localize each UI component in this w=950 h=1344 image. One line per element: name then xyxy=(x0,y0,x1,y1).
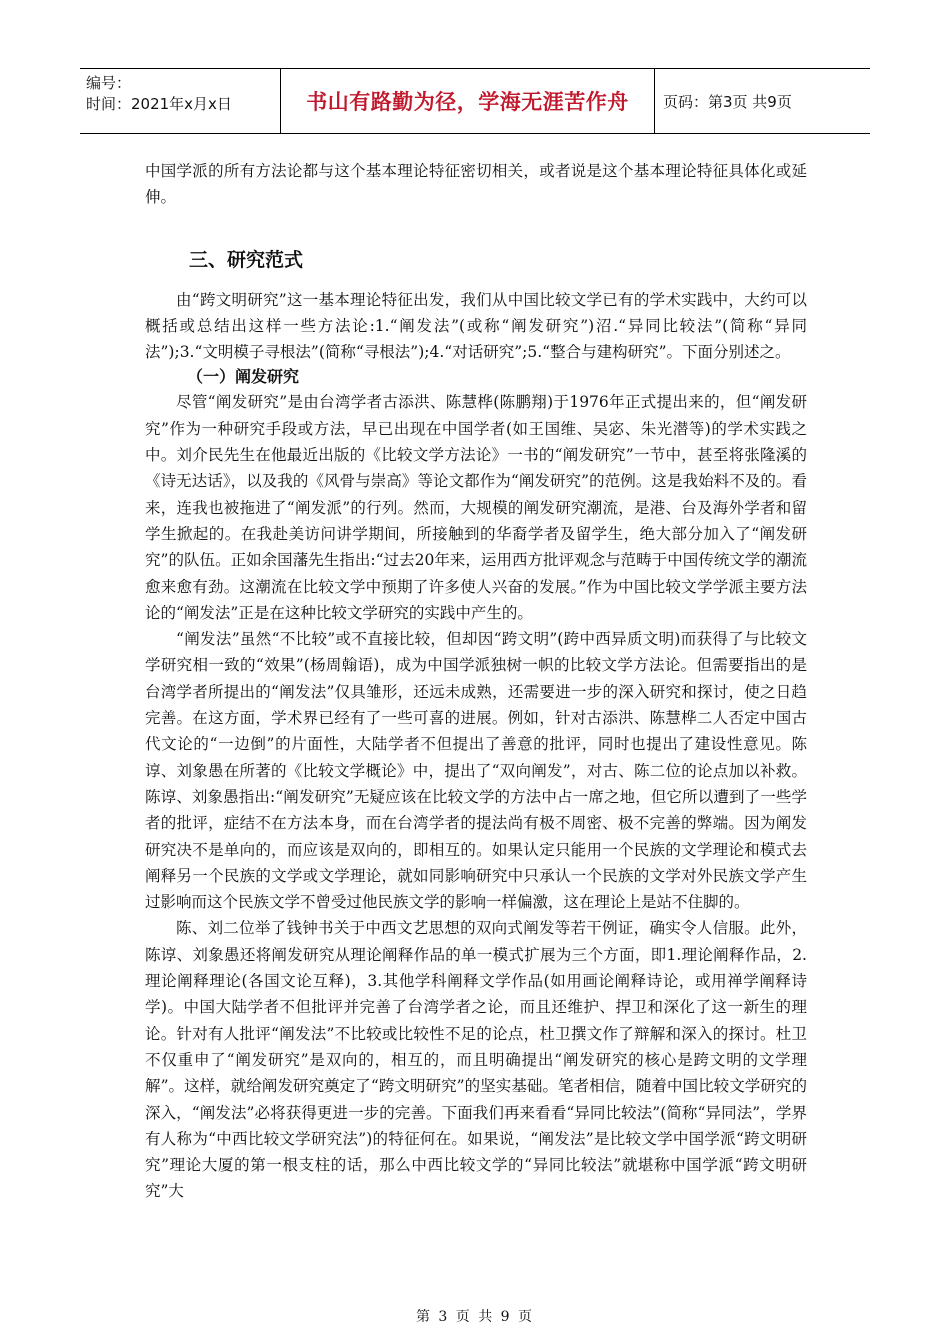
document-number-label: 编号： xyxy=(86,74,132,92)
header-meta xyxy=(80,69,281,133)
body-paragraph: 尽管“阐发研究”是由台湾学者古添洪、陈慧桦(陈鹏翔)于1976年正式提出来的，但“阐发研究”作为一种研究手段或方法，早已出现在中国学者(如王国维、吴宓、朱光潜等)的学术实践之中。刘介民先生在他最近出版的《比较文学方法论》一书的“阐发研究”一节中，甚至将张隆溪的《诗无达话》，以及我的《风骨与崇高》等论文都作为“阐发研究”的范例。这是我始料不及的。看来，连我也被拖进了“阐发派”的行列。然而，大规模的阐发研究潮流，是港、台及海外学者和留学生掀起的。在我赴美访问讲学期间，所接触到的华裔学者及留学生，绝大部分加入了“阐发研究”的队伍。正如余国藩先生指出:“过去20年来，运用西方批评观念与范畴于中国传统文学的潮流愈来愈有劲。这潮流在比较文学中预期了许多使人兴奋的发展。”作为中国比较文学学派主要方法论的“阐发法”正是在这种比较文学研究的实践中产生的。 xyxy=(145,393,807,622)
section-intro-paragraph: 由“跨文明研究”这一基本理论特征出发，我们从中国比较文学已有的学术实践中，大约可以概括或总结出这样一些方法论:1.“阐发法”(或称“阐发研究”)沼.“异同比较法”(简称“异同法”);3.“文明模子寻根法”(简称“寻根法”);4.“对话研究”;5.“整合与建构研究”。下面分别述之。 xyxy=(145,290,807,362)
body-paragraph: 陈、刘二位举了钱钟书关于中西文艺思想的双向式阐发等若干例证，确实令人信服。此外，陈谆、刘象愚还将阐发研究从理论阐释作品的单一模式扩展为三个方面，即1.理论阐释作品，2.理论阐释理论(各国文论互释)，3.其他学科阐释文学作品(如用画论阐释诗论，或用禅学阐释诗学)。中国大陆学者不但批评并完善了台湾学者之论，而且还维护、捍卫和深化了这一新生的理论。针对有人批评“阐发法”不比较或比较性不足的论点，杜卫撰文作了辩解和深入的探讨。杜卫不仅重申了“阐发研究”是双向的，相互的，而且明确提出“阐发研究的核心是跨文明的文学理解”。这样，就给阐发研究奠定了“跨文明研究”的坚实基础。笔者相信，随着中国比较文学研究的深入，“阐发法”必将获得更进一步的完善。下面我们再来看看“异同比较法”(简称“异同法”，学界有人称为“中西比较文学研究法”)的特征何在。如果说，“阐发法”是比较文学中国学派“跨文明研究”理论大厦的第一根支柱的话，那么中西比较文学的“异同比较法”就堪称中国学派“跨文明研究”大 xyxy=(145,919,807,1201)
header-page-info: 页码：第3页 共9页 xyxy=(663,92,792,111)
page-header xyxy=(80,68,870,134)
subsection-title: （一）阐发研究 xyxy=(187,367,300,387)
section-title: 三、研究范式 xyxy=(189,248,304,271)
intro-paragraph: 中国学派的所有方法论都与这个基本理论特征密切相关，或者说是这个基本理论特征具体化或延伸。 xyxy=(145,162,807,207)
document-date: 时间：2021年x月x日 xyxy=(86,95,232,113)
body-paragraph: “阐发法”虽然“不比较”或不直接比较，但却因“跨文明”(跨中西异质文明)而获得了与比较文学研究相一致的“效果”(杨周翰语)，成为中国学派独树一帜的比较文学方法论。但需要指出的是台湾学者所提出的“阐发法”仅具雏形，还远未成熟，还需要进一步的深入研究和探讨，使之日趋完善。在这方面，学术界已经有了一些可喜的进展。例如，针对古添洪、陈慧桦二人否定中国古代文论的“一边倒”的片面性，大陆学者不但提出了善意的批评，同时也提出了建设性意见。陈谆、刘象愚在所著的《比较文学概论》中，提出了“双向阐发”，对古、陈二位的论点加以补救。陈谆、刘象愚指出:“阐发研究”无疑应该在比较文学的方法中占一席之地，但它所以遭到了一些学者的批评，症结不在方法本身，而在台湾学者的提法尚有极不周密、极不完善的弊端。因为阐发研究决不是单向的，而应该是双向的，即相互的。如果认定只能用一个民族的文学理论和模式去阐释另一个民族的文学或文学理论，就如同影响研究中只承认一个民族的文学对外民族文学产生过影响而这个民族文学不曾受过他民族文学的影响一样偏激，这在理论上是站不住脚的。 xyxy=(145,630,807,912)
header-motto: 书山有路勤为径，学海无涯苦作舟 xyxy=(281,69,655,133)
document-body xyxy=(145,158,807,1205)
page-footer: 第 3 页 共 9 页 xyxy=(415,1309,535,1325)
